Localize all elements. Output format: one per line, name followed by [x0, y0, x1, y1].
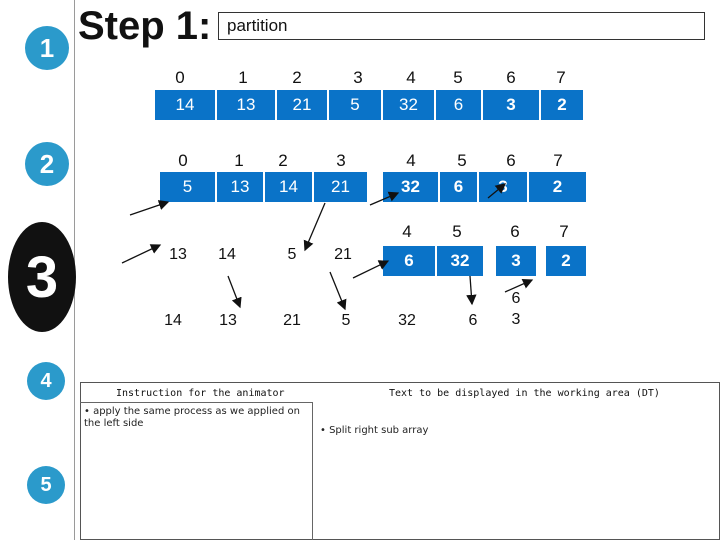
- value-label: 6: [468, 312, 478, 329]
- value-label: 5: [341, 312, 351, 329]
- value-label: 13: [169, 246, 187, 263]
- index-label: 5: [452, 222, 462, 241]
- index-label: 0: [178, 151, 188, 170]
- index-label: 1: [234, 151, 244, 170]
- index-label: 4: [402, 222, 412, 241]
- index-label: 6: [510, 222, 520, 241]
- working-area-text: • Split right sub array: [320, 425, 429, 436]
- index-label: 5: [457, 151, 467, 170]
- index-label: 7: [559, 222, 569, 241]
- arrow: [305, 203, 325, 250]
- value-label: 5: [287, 246, 297, 263]
- arrow: [330, 272, 345, 309]
- panel-divider: [312, 402, 313, 540]
- panel-divider: [80, 402, 312, 403]
- index-label: 6: [506, 68, 516, 87]
- index-label: 3: [353, 68, 363, 87]
- array-cell: 21: [277, 90, 327, 120]
- arrow: [505, 280, 532, 292]
- array-cell: 5: [329, 90, 381, 120]
- index-label: 2: [292, 68, 302, 87]
- array-cell: 21: [314, 172, 367, 202]
- array-cell: 14: [155, 90, 215, 120]
- array-cell: 3: [496, 246, 536, 276]
- animator-instruction-title: Instruction for the animator: [116, 388, 285, 399]
- arrow: [488, 184, 505, 198]
- arrow: [130, 202, 168, 215]
- array-cell: 5: [160, 172, 215, 202]
- value-label: 21: [283, 312, 301, 329]
- value-label: 13: [219, 312, 237, 329]
- array-cell: 32: [383, 90, 434, 120]
- index-label: 4: [406, 151, 416, 170]
- array-cell: 3: [479, 172, 527, 202]
- array-cell: 6: [383, 246, 435, 276]
- arrow: [122, 245, 160, 263]
- partition-label: partition: [218, 12, 705, 40]
- array-cell: 13: [217, 90, 275, 120]
- index-label: 7: [556, 68, 566, 87]
- step-1-badge: 1: [25, 26, 69, 70]
- arrow: [370, 193, 398, 205]
- array-cell: 2: [529, 172, 586, 202]
- array-cell: 13: [217, 172, 263, 202]
- arrow: [470, 276, 472, 304]
- index-label: 7: [553, 151, 563, 170]
- step-4-badge: 4: [27, 362, 65, 400]
- array-cell: 6: [436, 90, 481, 120]
- array-cell: 2: [541, 90, 583, 120]
- index-label: 4: [406, 68, 416, 87]
- index-label: 3: [336, 151, 346, 170]
- array-cell: 6: [440, 172, 477, 202]
- arrow: [353, 261, 388, 278]
- value-label: 3: [511, 311, 521, 328]
- working-area-title: Text to be displayed in the working area (DT): [389, 388, 660, 399]
- value-label: 14: [218, 246, 236, 263]
- arrow: [228, 276, 240, 307]
- value-label: 21: [334, 246, 352, 263]
- array-cell: 14: [265, 172, 312, 202]
- index-label: 1: [238, 68, 248, 87]
- array-cell: 32: [437, 246, 483, 276]
- step-3-badge: 3: [8, 222, 76, 332]
- page-title: Step 1:: [78, 4, 212, 48]
- index-label: 2: [278, 151, 288, 170]
- array-cell: 32: [383, 172, 438, 202]
- step-2-badge: 2: [25, 142, 69, 186]
- index-label: 6: [506, 151, 516, 170]
- value-label: 6: [511, 290, 521, 307]
- animator-instruction-text: • apply the same process as we applied on the left side: [84, 406, 300, 429]
- index-label: 5: [453, 68, 463, 87]
- value-label: 32: [398, 312, 416, 329]
- index-label: 0: [175, 68, 185, 87]
- array-cell: 2: [546, 246, 586, 276]
- step-5-badge: 5: [27, 466, 65, 504]
- value-label: 14: [164, 312, 182, 329]
- array-cell: 3: [483, 90, 539, 120]
